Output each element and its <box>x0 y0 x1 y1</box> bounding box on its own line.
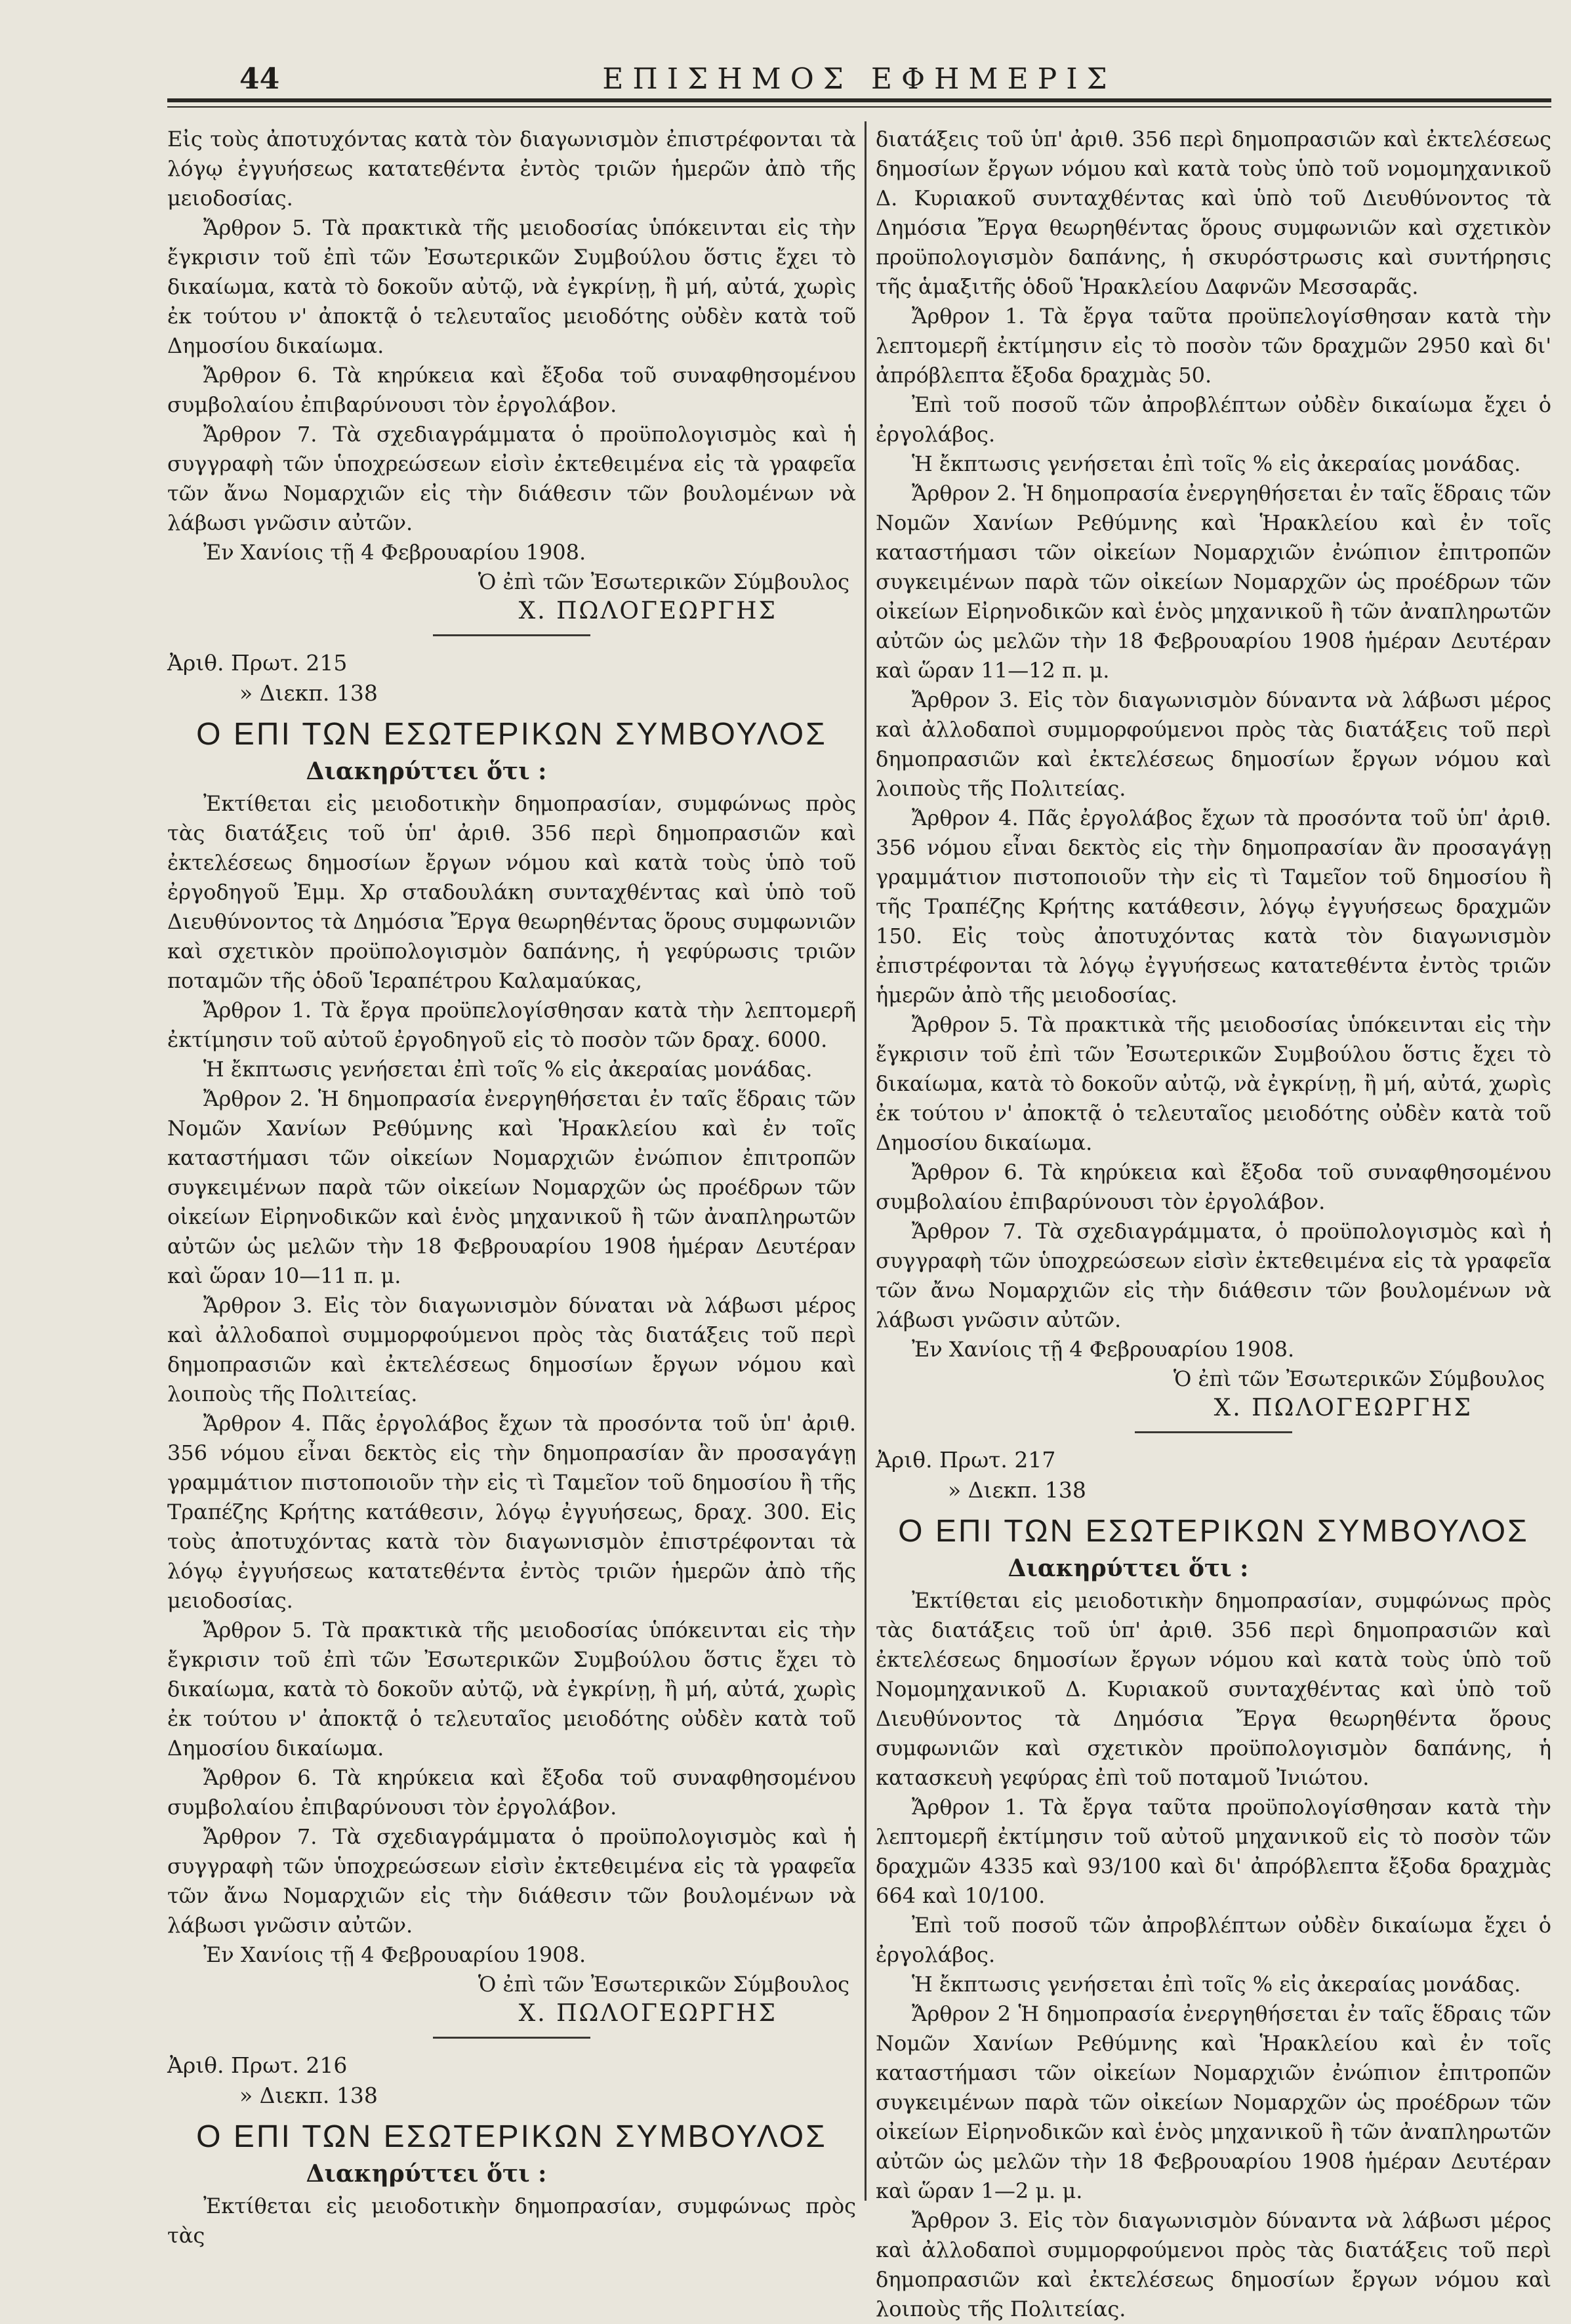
date-line: Ἐν Χανίοις τῇ 4 Φεβρουαρίου 1908. <box>203 1942 586 1967</box>
article-paragraph: Ἄρθρον 2 Ἡ δημοπρασία ἐνεργηθήσεται ἐν ταῖς ἕδραις τῶν Νομῶν Χανίων Ρεθύμνης καὶ Ἡρακλείου καὶ ἐν τοῖς καταστήμασι τῶν οἰκείων Νομαρχιῶν ἐνώπιον ἐπιτροπῶν συγκειμένων παρὰ τῶν οἰκείων Νομαρχῶν ὡς προέδρων τῶν οἰκείων Εἰρηνοδικῶν καὶ ἑνὸς μηχανικοῦ ἢ τῶν ἀναπληρωτῶν αὐτῶν ὡς μελῶν τὴν 18 Φεβρουαρίου 1908 ἡμέραν Δευτέραν καὶ ὥραν 1—2 μ. μ. <box>876 2001 1551 2203</box>
article-paragraph: Ἄρθρον 6. Τὰ κηρύκεια καὶ ἔξοδα τοῦ συναφθησομένου συμβολαίου ἐπιβαρύνουσι τὸν ἐργολάβον. <box>876 1160 1551 1214</box>
signatory-name: Χ. ΠΩΛΟΓΕΩΡΓΗΣ <box>1214 1395 1473 1421</box>
article-paragraph: Ἄρθρον 3. Εἰς τὸν διαγωνισμὸν δύναντα νὰ λάβωσι μέρος καὶ ἀλλοδαποὶ συμμορφούμενοι πρὸς τὰς διατάξεις τοῦ περὶ δημοπρασιῶν καὶ ἐκτελέσεως δημοσίων ἔργων νόμου καὶ λοιποὺς τῆς Πολιτείας. <box>876 687 1551 801</box>
article-paragraph: Ἄρθρον 4. Πᾶς ἐργολάβος ἔχων τὰ προσόντα τοῦ ὑπ' ἀριθ. 356 νόμου εἶναι δεκτὸς εἰς τὴν δημοπρασίαν ἂν προσαγάγῃ γραμμάτιον πιστοποιοῦν τὴν εἰς τὶ Ταμεῖον τοῦ δημοσίου ἢ τῆς Τραπέζης Κρήτης κατάθεσιν, λόγῳ ἐγγυήσεως, δραχ. 300. Εἰς τοὺς ἀποτυχόντας κατὰ τὸν διαγωνισμὸν ἐπιστρέφονται τὰ λόγῳ ἐγγυήσεως κατατεθέντα ἐντὸς τριῶν ἡμερῶν ἀπὸ τῆς μειοδοσίας. <box>167 1411 856 1613</box>
article-paragraph: Ἄρθρον 6. Τὰ κηρύκεια καὶ ἔξοδα τοῦ συναφθησομένου συμβολαίου ἐπιβαρύνουσι τὸν ἐργολάβον. <box>167 1765 856 1820</box>
notice-heading: Ο ΕΠΙ ΤΩΝ ΕΣΩΤΕΡΙΚΩΝ ΣΥΜΒΟΥΛΟΣ <box>898 1514 1529 1549</box>
article-paragraph: Ἡ ἔκπτωσις γενήσεται ἐπὶ τοῖς % εἰς ἀκεραίας μονάδας. <box>912 1972 1521 1997</box>
notice-paragraph: Ἐκτίθεται εἰς μειοδοτικὴν δημοπρασίαν, συμφώνως πρὸς τὰς <box>167 2193 856 2248</box>
signatory-role: Ὁ ἐπὶ τῶν Ἐσωτερικῶν Σύμβουλος <box>1173 1366 1545 1391</box>
article-paragraph: Ἄρθρον 7. Τὰ σχεδιαγράμματα, ὁ προϋπολογισμὸς καὶ ἡ συγγραφὴ τῶν ὑποχρεώσεων εἰσὶν ἐκτεθειμένα εἰς τὰ γραφεῖα τῶν ἄνω Νομαρχιῶν εἰς τὴν διάθεσιν τῶν βουλομένων νὰ λάβωσι γνῶσιν αὐτῶν. <box>876 1219 1551 1332</box>
separator-rule <box>433 634 590 636</box>
signatory-role: Ὁ ἐπὶ τῶν Ἐσωτερικῶν Σύμβουλος <box>478 569 849 594</box>
article-paragraph: Ἄρθρον 2. Ἡ δημοπρασία ἐνεργηθήσεται ἐν ταῖς ἕδραις τῶν Νομῶν Χανίων Ρεθύμνης καὶ Ἡρακλείου καὶ ἐν τοῖς καταστήμασι τῶν οἰκείων Νομαρχιῶν ἐνώπιον ἐπιτροπῶν συγκειμένων παρὰ τῶν οἰκείων Νομαρχῶν ὡς προέδρων τῶν οἰκείων Εἰρηνοδικῶν καὶ ἑνὸς μηχανικοῦ ἢ τῶν ἀναπληρωτῶν αὐτῶν ὡς μελῶν τὴν 18 Φεβρουαρίου 1908 ἡμέραν Δευτέραν καὶ ὥραν 10—11 π. μ. <box>167 1086 856 1288</box>
separator-rule <box>433 2037 590 2039</box>
dispatch-number: » Διεκπ. 138 <box>948 1477 1086 1503</box>
article-paragraph: Ἄρθρον 7. Τὰ σχεδιαγράμματα ὁ προϋπολογισμὸς καὶ ἡ συγγραφὴ τῶν ὑποχρεώσεων εἰσὶν ἐκτεθειμένα εἰς τὰ γραφεῖα τῶν ἄνω Νομαρχιῶν εἰς τὴν διάθεσιν τῶν βουλομένων νὰ λάβωσι γνῶσιν αὐτῶν. <box>167 422 856 535</box>
protocol-number: Ἀριθ. Πρωτ. 215 <box>167 650 348 676</box>
protocol-number: Ἀριθ. Πρωτ. 216 <box>167 2052 348 2078</box>
article-paragraph: Ἡ ἔκπτωσις γενήσεται ἐπὶ τοῖς % εἰς ἀκεραίας μονάδας. <box>203 1057 813 1082</box>
declaration-title: Διακηρύττει ὅτι : <box>306 2160 547 2188</box>
separator-rule <box>1135 1431 1292 1433</box>
article-paragraph: Ἄρθρον 7. Τὰ σχεδιαγράμματα ὁ προϋπολογισμὸς καὶ ἡ συγγραφὴ τῶν ὑποχρεώσεων εἰσὶν ἐκτεθειμένα εἰς τὰ γραφεῖα τῶν ἄνω Νομαρχιῶν εἰς τὴν διάθεσιν τῶν βουλομένων νὰ λάβωσι γνῶσιν αὐτῶν. <box>167 1824 856 1938</box>
article-paragraph: Ἄρθρον 1. Τὰ ἔργα ταῦτα προϋπελογίσθησαν κατὰ τὴν λεπτομερῆ ἐκτίμησιν εἰς τὸ ποσὸν τῶν δραχμῶν 2950 καὶ δι' ἀπρόβλεπτα ἔξοδα δραχμὰς 50. <box>876 304 1551 388</box>
declaration-title: Διακηρύττει ὅτι : <box>1008 1555 1249 1582</box>
article-paragraph: Ἡ ἔκπτωσις γενήσεται ἐπὶ τοῖς % εἰς ἀκεραίας μονάδας. <box>912 451 1521 476</box>
article-paragraph: Ἄρθρον 5. Τὰ πρακτικὰ τῆς μειοδοσίας ὑπόκεινται εἰς τὴν ἔγκρισιν τοῦ ἐπὶ τῶν Ἐσωτερικῶν Συμβούλου ὅστις ἔχει τὸ δικαίωμα, κατὰ τὸ δοκοῦν αὐτῷ, νὰ ἐγκρίνῃ, ἢ μή, αὐτά, χωρὶς ἐκ τούτου ν' ἀποκτᾷ ὁ τελευταῖος μειοδότης οὐδὲν κατὰ τοῦ Δημοσίου δικαίωμα. <box>167 215 856 358</box>
declaration-title: Διακηρύττει ὅτι : <box>306 758 547 785</box>
page-number: 44 <box>239 62 280 96</box>
dispatch-number: » Διεκπ. 138 <box>239 680 378 706</box>
article-paragraph: Ἐπὶ τοῦ ποσοῦ τῶν ἀπροβλέπτων οὐδὲν δικαίωμα ἔχει ὁ ἐργολάβος. <box>876 1913 1551 1967</box>
article-paragraph: Ἄρθρον 5. Τὰ πρακτικὰ τῆς μειοδοσίας ὑπόκεινται εἰς τὴν ἔγκρισιν τοῦ ἐπὶ τῶν Ἐσωτερικῶν Συμβούλου ὅστις ἔχει τὸ δικαίωμα, κατὰ τὸ δοκοῦν αὐτῷ, νὰ ἐγκρίνῃ, ἢ μή, αὐτά, χωρὶς ἐκ τούτου ν' ἀποκτᾷ ὁ τελευταῖος μειοδότης οὐδὲν κατὰ τοῦ Δημοσίου δικαίωμα. <box>167 1618 856 1761</box>
paragraph: Εἰς τοὺς ἀποτυχόντας κατὰ τὸν διαγωνισμὸν ἐπιστρέφονται τὰ λόγῳ ἐγγυήσεως κατατεθέντα ἐντὸς τριῶν ἡμερῶν ἀπὸ τῆς μειοδοσίας. <box>167 127 856 211</box>
page-header <box>167 62 1551 102</box>
article-paragraph: Ἄρθρον 6. Τὰ κηρύκεια καὶ ἔξοδα τοῦ συναφθησομένου συμβολαίου ἐπιβαρύνουσι τὸν ἐργολάβον. <box>167 363 856 417</box>
article-paragraph: Ἄρθρον 1. Τὰ ἔργα προϋπελογίσθησαν κατὰ τὴν λεπτομερῆ ἐκτίμησιν τοῦ αὐτοῦ ἐργοδηγοῦ εἰς τὸ ποσὸν τῶν δραχ. 6000. <box>167 998 856 1052</box>
notice-paragraph: Ἐκτίθεται εἰς μειοδοτικὴν δημοπρασίαν, συμφώνως πρὸς τὰς διατάξεις τοῦ ὑπ' ἀριθ. 356 περὶ δημοπρασιῶν καὶ ἐκτελέσεως δημοσίων ἔργων νόμου καὶ κατὰ τοὺς ὑπὸ τοῦ Νομομηχανικοῦ Δ. Κυριακοῦ συνταχθέντας καὶ ὑπὸ τοῦ Διευθύνοντος τὰ Δημόσια Ἔργα θεωρηθέντα ὅρους συμφωνιῶν καὶ σχετικὸν προϋπολογισμὸν δαπάνης, ἡ κατασκευὴ γεφύρας ἐπὶ τοῦ ποταμοῦ Ἰνιώτου. <box>876 1588 1551 1790</box>
article-paragraph: Ἄρθρον 2. Ἡ δημοπρασία ἐνεργηθήσεται ἐν ταῖς ἕδραις τῶν Νομῶν Χανίων Ρεθύμνης καὶ Ἡρακλείου καὶ ἐν τοῖς καταστήμασι τῶν οἰκείων Νομαρχιῶν ἐνώπιον ἐπιτροπῶν συγκειμένων παρὰ τῶν οἰκείων Νομαρχῶν ὡς προέδρων τῶν οἰκείων Εἰρηνοδικῶν καὶ ἑνὸς μηχανικοῦ ἢ τῶν ἀναπληρωτῶν αὐτῶν ὡς μελῶν τὴν 18 Φεβρουαρίου 1908 ἡμέραν Δευτέραν καὶ ὥραν 11—12 π. μ. <box>876 481 1551 683</box>
left-column <box>167 125 856 2251</box>
article-paragraph: Ἄρθρον 3. Εἰς τὸν διαγωνισμὸν δύναται νὰ λάβωσι μέρος καὶ ἀλλοδαποὶ συμμορφούμενοι πρὸς τὰς διατάξεις τοῦ περὶ δημοπρασιῶν καὶ ἐκτελέσεως δημοσίων ἔργων νόμου καὶ λοιποὺς τῆς Πολιτείας. <box>167 1293 856 1406</box>
paragraph: διατάξεις τοῦ ὑπ' ἀριθ. 356 περὶ δημοπρασιῶν καὶ ἐκτελέσεως δημοσίων ἔργων νόμου καὶ κατὰ τοὺς ὑπὸ τοῦ νομομηχανικοῦ Δ. Κυριακοῦ συνταχθέντας καὶ ὑπὸ τοῦ Διευθύνοντος τὰ Δημόσια Ἔργα θεωρηθέντας ὅρους συμφωνιῶν καὶ σχετικὸν προϋπολογισμὸν δαπάνης, ἡ σκυρόστρωσις καὶ συντήρησις τῆς ἁμαξιτῆς ὁδοῦ Ἡρακλείου Δαφνῶν Μεσσαρᾶς. <box>876 127 1551 299</box>
right-column <box>876 125 1551 2324</box>
header-rule <box>167 98 1551 108</box>
article-paragraph: Ἄρθρον 5. Τὰ πρακτικὰ τῆς μειοδοσίας ὑπόκεινται εἰς τὴν ἔγκρισιν τοῦ ἐπὶ τῶν Ἐσωτερικῶν Συμβούλου ὅστις ἔχει τὸ δικαίωμα, κατὰ τὸ δοκοῦν αὐτῷ, νὰ ἐγκρίνῃ, ἢ μή, αὐτά, χωρὶς ἐκ τούτου ν' ἀποκτᾷ ὁ τελευταῖος μειοδότης οὐδὲν κατὰ τοῦ Δημοσίου δικαίωμα. <box>876 1012 1551 1155</box>
article-paragraph: Ἄρθρον 4. Πᾶς ἐργολάβος ἔχων τὰ προσόντα τοῦ ὑπ' ἀριθ. 356 νόμου εἶναι δεκτὸς εἰς τὴν δημοπρασίαν ἂν προσαγάγῃ γραμμάτιον πιστοποιοῦν τὴν εἰς τὶ Ταμεῖον τοῦ δημοσίου ἢ τῆς Τραπέζης Κρήτης κατάθεσιν, λόγῳ ἐγγυήσεως δραχμῶν 150. Εἰς τοὺς ἀποτυχόντας κατὰ τὸν διαγωνισμὸν ἐπιστρέφονται τὰ λόγῳ ἐγγυήσεως κατατεθέντα ἐντὸς τριῶν ἡμερῶν ἀπὸ τῆς μειοδοσίας. <box>876 805 1551 1008</box>
notice-heading: Ο ΕΠΙ ΤΩΝ ΕΣΩΤΕΡΙΚΩΝ ΣΥΜΒΟΥΛΟΣ <box>196 717 827 752</box>
signatory-name: Χ. ΠΩΛΟΓΕΩΡΓΗΣ <box>518 598 777 624</box>
protocol-number: Ἀριθ. Πρωτ. 217 <box>876 1447 1056 1473</box>
signatory-role: Ὁ ἐπὶ τῶν Ἐσωτερικῶν Σύμβουλος <box>478 1972 849 1997</box>
date-line: Ἐν Χανίοις τῇ 4 Φεβρουαρίου 1908. <box>912 1337 1295 1362</box>
article-paragraph: Ἄρθρον 1. Τὰ ἔργα ταῦτα προϋπολογίσθησαν κατὰ τὴν λεπτομερῆ ἐκτίμησιν τοῦ αὐτοῦ μηχανικοῦ εἰς τὸ ποσὸν τῶν δραχμῶν 4335 καὶ 93/100 καὶ δι' ἀπρόβλεπτα ἔξοδα δραχμὰς 664 καὶ 10/100. <box>876 1795 1551 1908</box>
date-line: Ἐν Χανίοις τῇ 4 Φεβρουαρίου 1908. <box>203 540 586 565</box>
column-divider <box>865 121 867 2201</box>
notice-paragraph: Ἐκτίθεται εἰς μειοδοτικὴν δημοπρασίαν, συμφώνως πρὸς τὰς διατάξεις τοῦ ὑπ' ἀριθ. 356 περὶ δημοπρασιῶν καὶ ἐκτελέσεως δημοσίων ἔργων νόμου καὶ κατὰ τοὺς ὑπὸ τοῦ ἐργοδηγοῦ Ἐμμ. Χρ σταδουλάκη συνταχθέντας καὶ ὑπὸ τοῦ Διευθύνοντος τὰ Δημόσια Ἔργα θεωρηθέντας ὅρους συμφωνιῶν καὶ σχετικὸν προϋπολογισμὸν δαπάνης, ἡ γεφύρωσις τριῶν ποταμῶν τῆς ὁδοῦ Ἱεραπέτρου Καλαμαύκας, <box>167 791 856 993</box>
article-paragraph: Ἐπὶ τοῦ ποσοῦ τῶν ἀπροβλέπτων οὐδὲν δικαίωμα ἔχει ὁ ἐργολάβος. <box>876 392 1551 447</box>
article-paragraph: Ἄρθρον 3. Εἰς τὸν διαγωνισμὸν δύναντα νὰ λάβωσι μέρος καὶ ἀλλοδαποὶ συμμορφούμενοι πρὸς τὰς διατάξεις τοῦ περὶ δημοπρασιῶν καὶ ἐκτελέσεως δημοσίων ἔργων νόμου καὶ λοιποὺς τῆς Πολιτείας. <box>876 2208 1551 2321</box>
dispatch-number: » Διεκπ. 138 <box>239 2083 378 2108</box>
signatory-name: Χ. ΠΩΛΟΓΕΩΡΓΗΣ <box>518 2000 777 2027</box>
notice-heading: Ο ΕΠΙ ΤΩΝ ΕΣΩΤΕΡΙΚΩΝ ΣΥΜΒΟΥΛΟΣ <box>196 2119 827 2154</box>
publication-title: ΕΠΙΣΗΜΟΣ ΕΦΗΜΕΡΙΣ <box>602 62 1116 96</box>
